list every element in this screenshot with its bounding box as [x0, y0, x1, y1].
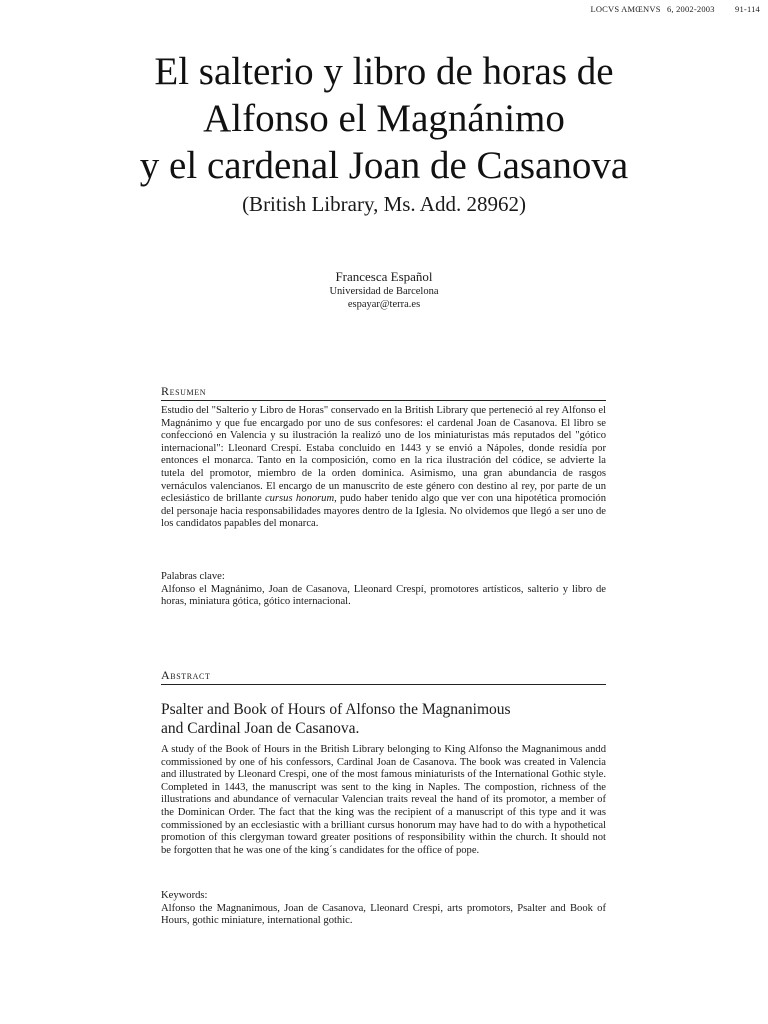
abstract-title — [161, 700, 606, 738]
resumen-heading: Resumen — [161, 384, 606, 401]
subtitle: (British Library, Ms. Add. 28962) — [242, 192, 526, 216]
title-line-2: Alfonso el Magnánimo — [203, 97, 565, 140]
author-email[interactable]: espayar@terra.es — [347, 299, 421, 310]
author-name: Francesca Español — [335, 269, 433, 284]
resumen-keywords — [161, 571, 606, 609]
page-range: 91-114 — [735, 4, 760, 14]
title-line-3: y el cardenal Joan de Casanova — [139, 144, 629, 187]
abstract-keywords-label: Keywords: — [161, 890, 208, 901]
resumen-text-2: , pudo haber tenido algo que ver con una hipotética promoción del personaje hacia responsabilidades mayores dentro de la Iglesia. No olvidemos que llegó a ser uno de los candidatos papables del monarca. — [161, 493, 606, 530]
volume-year: 6, 2002-2003 — [666, 4, 715, 14]
abstract-title-line-1: Psalter and Book of Hours of Alfonso the Magnanimous — [161, 701, 511, 718]
journal-name: LOCVS AMŒNVS — [590, 4, 661, 14]
running-head — [586, 4, 760, 14]
title-line-1: El salterio y libro de horas de — [154, 50, 614, 93]
author-affiliation: Universidad de Barcelona — [329, 286, 439, 297]
resumen-keywords-label: Palabras clave: — [161, 571, 225, 582]
resumen-text-italic: cursus honorum — [264, 493, 335, 505]
resumen-text-1: Estudio del "Salterio y Libro de Horas" conservado en la British Library que perteneció al rey Alfonso el Magnánimo y que fue encargado por uno de sus confesores: el cardenal Joan de Casanova. El libro se confeccionó en Valencia y su ilustración la realizó uno de los miniaturistas más reputados del "gótico internacional": Lleonard Crespí. Estaba concluido en 1443 y se envió a Nápoles, donde residía por entonces el monarca. Tanto en la composición, como en la rica ilustración del códice, se advierte la tutela del promotor, miembro de la orden dominica. Asimismo, una gran abundancia de rasgos vernáculos valencianos. El encargo de un manuscrito de este género con destino al rey, por parte de un eclesiástico de brillante — [161, 405, 606, 505]
resumen-body — [161, 405, 606, 531]
title-block — [0, 48, 768, 217]
abstract-keywords — [161, 890, 606, 928]
abstract-body — [161, 744, 606, 857]
resumen-keywords-list: Alfonso el Magnánimo, Joan de Casanova, Lleonard Crespí, promotores artísticos, salterio y libro de horas, miniatura gótica, gótico internacional. — [161, 583, 606, 608]
abstract-keywords-list: Alfonso the Magnanimous, Joan de Casanova, Lleonard Crespi, arts promotors, Psalter and Book of Hours, gothic miniature, international gothic. — [161, 902, 606, 927]
author-block — [0, 269, 768, 311]
abstract-heading: Abstract — [161, 668, 606, 685]
abstract-text: A study of the Book of Hours in the British Library belonging to King Alfonso the Magnanimous andd commissioned by one of his confessors, Cardinal Joan de Casanova. The book was created in Valencia and illustrated by Lleonard Crespi, one of the most famous miniaturists of the International Gothic style. Completed in 1443, the manuscript was sent to the king in Naples. The compostion, richness of the illustrations and abundance of vernacular Valencian traits reveal the hand of its promotor, a member of the Dominican Order. The fact that the king was the recipient of a manuscript of this type and it was commissioned by an ecclesiastic with a brilliant cursus honorum may have had to do with a hypothetical promotion of this clergyman toward greater positions of responsibility within the church. It should not be forgotten that he was one of the king´s candidates for the office of pope. — [161, 744, 606, 856]
abstract-title-line-2: and Cardinal Joan de Casanova. — [161, 720, 360, 737]
